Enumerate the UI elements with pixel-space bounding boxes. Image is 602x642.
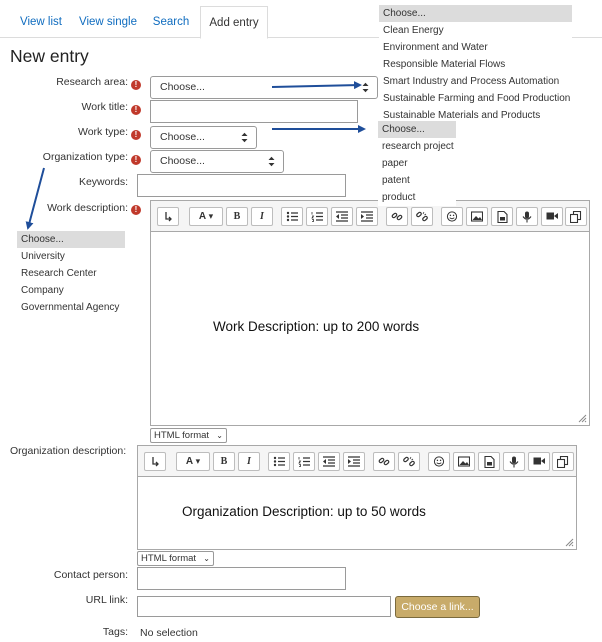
research-area-option[interactable]: Environment and Water [383,42,488,53]
arrow-icon [272,85,360,87]
bold-button[interactable]: B [213,452,235,471]
research-area-option[interactable]: Sustainable Farming and Food Production [383,93,571,104]
organization-type-option[interactable]: Governmental Agency [21,302,120,313]
research-area-option[interactable]: Responsible Material Flows [383,59,506,70]
required-icon: ! [131,205,141,215]
chevron-down-icon: ⌄ [203,554,210,563]
work-type-label: Work type: [78,126,128,138]
organization-type-value: Choose... [160,155,205,167]
organization-description-content[interactable]: Organization Description: up to 50 words [182,504,426,519]
caret-down-icon: ▾ [206,211,214,221]
work-title-label: Work title: [81,101,128,113]
font-color-button[interactable]: A ▾ [189,207,223,226]
url-link-label: URL link: [85,594,128,606]
work-type-option[interactable]: product [382,192,416,203]
research-area-option[interactable]: Sustainable Materials and Products [383,110,541,121]
organization-type-option[interactable]: University [21,251,65,262]
research-area-label: Research area: [56,76,128,88]
italic-button[interactable]: I [238,452,260,471]
required-icon: ! [131,155,141,165]
arrow-icon [28,168,44,228]
work-type-option[interactable]: research project [382,141,454,152]
caret-down-icon: ▾ [193,456,201,466]
research-area-value: Choose... [160,81,205,93]
work-type-option[interactable]: patent [382,175,410,186]
tab-view-list[interactable]: View list [20,16,62,28]
tags-label: Tags: [102,626,128,638]
work-type-option[interactable]: Choose... [378,121,456,138]
chevron-down-icon: ⌄ [216,431,223,440]
required-icon: ! [131,130,141,140]
required-icon: ! [131,105,141,115]
page-title: New entry [10,46,89,66]
contact-person-label: Contact person: [53,569,128,581]
tags-value: No selection [140,627,198,639]
tab-search[interactable]: Search [152,16,190,28]
font-color-button[interactable]: A ▾ [176,452,210,471]
work-type-value: Choose... [160,131,205,143]
required-icon: ! [131,80,141,90]
format-value: HTML format [154,430,210,441]
tab-view-single[interactable]: View single [79,16,137,28]
bold-button[interactable]: B [226,207,248,226]
keywords-label: Keywords: [78,176,128,188]
work-description-label: Work description: [47,202,128,214]
organization-type-option[interactable]: Company [21,285,64,296]
organization-type-option[interactable]: Research Center [21,268,97,279]
italic-button[interactable]: I [251,207,273,226]
organization-type-option[interactable]: Choose... [17,231,125,248]
research-area-option[interactable]: Clean Energy [383,25,444,36]
format-value: HTML format [141,553,197,564]
research-area-option[interactable]: Smart Industry and Process Automation [383,76,560,87]
organization-type-label: Organization type: [42,151,128,163]
tab-add-entry[interactable]: Add entry [200,6,268,39]
choose-link-button[interactable]: Choose a link... [395,596,480,618]
work-description-content[interactable]: Work Description: up to 200 words [213,319,420,334]
research-area-option[interactable]: Choose... [379,5,572,22]
organization-description-label: Organization description: [10,445,127,457]
work-type-option[interactable]: paper [382,158,408,169]
